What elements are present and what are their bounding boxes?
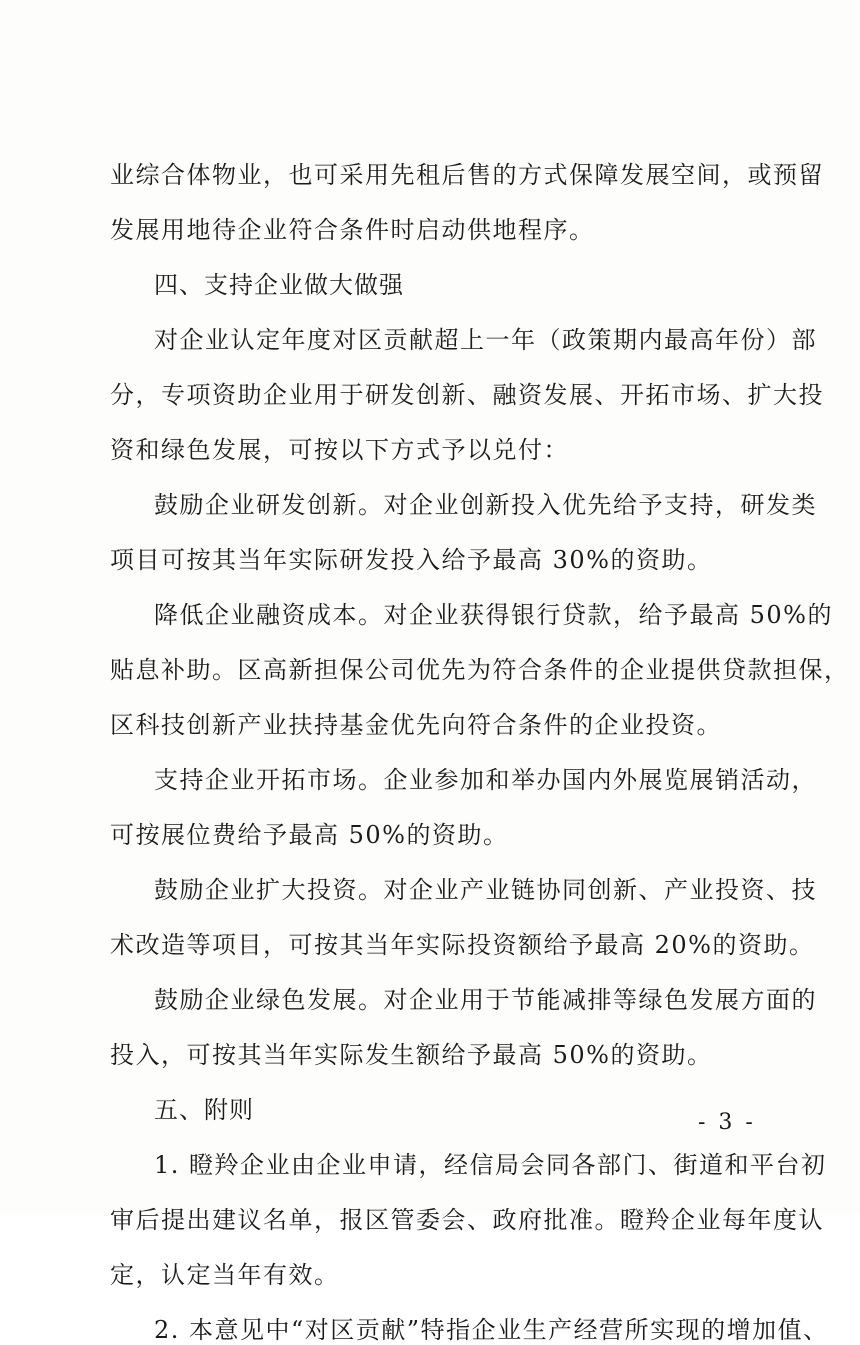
paragraph-line: 贴息补助。区高新担保公司优先为符合条件的企业提供贷款担保， — [110, 656, 850, 684]
paragraph-line: 审后提出建议名单，报区管委会、政府批准。瞪羚企业每年度认 — [110, 1206, 824, 1234]
paragraph-line: 发展用地待企业符合条件时启动供地程序。 — [110, 216, 595, 244]
paragraph-line: 降低企业融资成本。对企业获得银行贷款，给予最高 50%的 — [154, 601, 833, 629]
paragraph-line: 投入，可按其当年实际发生额给予最高 50%的资助。 — [110, 1041, 713, 1069]
section-heading: 五、附则 — [154, 1096, 254, 1124]
section-heading: 四、支持企业做大做强 — [154, 271, 404, 299]
paragraph-line: 2. 本意见中“对区贡献”特指企业生产经营所实现的增加值、 — [154, 1316, 829, 1344]
paragraph-line: 项目可按其当年实际研发投入给予最高 30%的资助。 — [110, 546, 713, 574]
paragraph-line: 支持企业开拓市场。企业参加和举办国内外展览展销活动， — [154, 766, 817, 794]
paragraph-line: 鼓励企业扩大投资。对企业产业链协同创新、产业投资、技 — [154, 876, 817, 904]
paragraph-line: 鼓励企业绿色发展。对企业用于节能减排等绿色发展方面的 — [154, 986, 817, 1014]
paragraph-line: 区科技创新产业扶持基金优先向符合条件的企业投资。 — [110, 711, 722, 739]
paragraph-line: 1. 瞪羚企业由企业申请，经信局会同各部门、街道和平台初 — [154, 1151, 827, 1179]
paragraph-line: 定，认定当年有效。 — [110, 1261, 340, 1289]
paragraph-line: 分，专项资助企业用于研发创新、融资发展、开拓市场、扩大投 — [110, 381, 824, 409]
paragraph-line: 鼓励企业研发创新。对企业创新投入优先给予支持，研发类 — [154, 491, 817, 519]
paragraph-line: 可按展位费给予最高 50%的资助。 — [110, 821, 509, 849]
page-number: - 3 - — [698, 1110, 756, 1135]
paragraph-line: 术改造等项目，可按其当年实际投资额给予最高 20%的资助。 — [110, 931, 815, 959]
paragraph-line: 资和绿色发展，可按以下方式予以兑付： — [110, 436, 569, 464]
document-body — [110, 160, 850, 1345]
paragraph-line: 对企业认定年度对区贡献超上一年（政策期内最高年份）部 — [154, 326, 817, 354]
paragraph-line: 业综合体物业，也可采用先租后售的方式保障发展空间，或预留 — [110, 161, 824, 189]
